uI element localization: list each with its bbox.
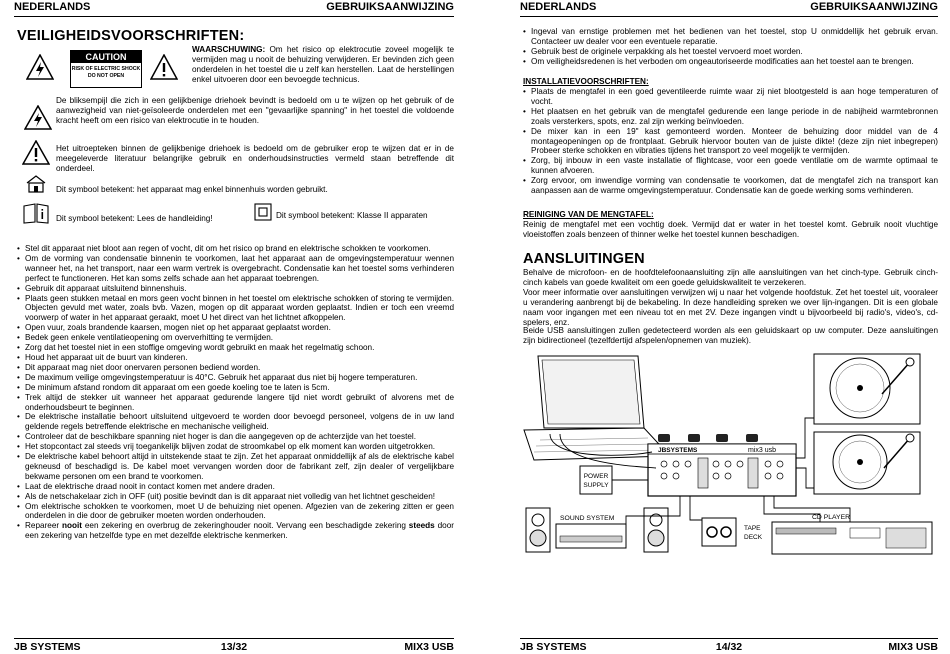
list-item: • Open vuur, zoals brandende kaarsen, mogen niet op het apparaat geplaatst worden. xyxy=(17,323,454,333)
list-item: • Houd het apparaat uit de buurt van kinderen. xyxy=(17,353,454,363)
page-footer xyxy=(520,638,938,653)
header-language: NEDERLANDS xyxy=(520,1,597,13)
list-item: • Ingeval van ernstige problemen met het bedienen van het toestel, stop U onmiddellijk het gebruik ervan. Contacteer uw dealer voor een eventuele reparatie. xyxy=(523,27,938,47)
header-doc-type: GEBRUIKSAANWIJZING xyxy=(326,1,454,13)
microphones xyxy=(658,434,758,442)
cd-player-label: CD PLAYER xyxy=(812,514,851,521)
sound-system xyxy=(526,508,668,552)
read-manual-icon xyxy=(22,202,50,224)
indoor-description: Dit symbool betekent: het apparaat mag enkel binnenhuis worden gebruikt. xyxy=(56,185,328,194)
connections-paragraph-2: Voor meer informatie over aansluitingen verwijzen wij u naar het volgende hoofdstuk. Zet het toestel uit, vooraleer u verandering aanbrengt bij de bekabeling. In deze handleiding spreken we over lijn-ingangen. Dit is een globale naam voor ingangen met een niveau tot en met 2V. Deze ingangen vindt u bijvoorbeeld bij radio's, video's, cd-spelers, enz. xyxy=(523,288,938,327)
tape-deck-label: TAPE xyxy=(744,525,761,532)
connections-paragraph-1: Behalve de microfoon- en de hoofdtelefoonaansluiting zijn alle aansluitingen van het cinch-type. Gebruik cinch-cinch kabels van goede kwaliteit om een goede geluidskwaliteit te verzekeren. xyxy=(523,268,938,287)
list-item: • Plaats geen stukken metaal en mors geen vocht binnen in het toestel om elektrische schokken of storing te vermijden. Objecten gevuld met water, zoals bvb. Vazen, mogen op dit apparaat worden geplaatst. Indien er toch een vreemd voorwerp of water in het apparaat geraakt, moet U het direct van het lichtnet afkoppelen. xyxy=(17,294,454,324)
connection-diagram xyxy=(520,348,938,558)
list-item: • Zorg ervoor, om inwendige vorming van condensatie te voorkomen, dat de mengtafel zich na transport kan aanpassen aan de warme omgevingstemperatuur. Condensatie kan de goede werking soms verhinderen. xyxy=(523,176,938,196)
cleaning-heading: REINIGING VAN DE MENGTAFEL: xyxy=(523,210,654,219)
indoor-use-icon xyxy=(26,175,46,193)
lightning-triangle-icon xyxy=(26,54,54,80)
page-header xyxy=(520,0,938,17)
class-ii-description: Dit symbool betekent: Klasse II apparaten xyxy=(276,211,428,220)
left-page xyxy=(14,0,454,654)
svg-text:DECK: DECK xyxy=(744,534,763,541)
general-bullet-list xyxy=(523,27,938,67)
fuse-text-pre: Repareer xyxy=(25,521,62,531)
footer-model: MIX3 USB xyxy=(404,641,454,653)
fuse-text-always: steeds xyxy=(408,521,435,531)
header-language: NEDERLANDS xyxy=(14,1,91,13)
svg-text:SUPPLY: SUPPLY xyxy=(583,482,609,489)
page-header xyxy=(14,0,454,17)
mixer-brand-label: JBSYSTEMS xyxy=(658,447,698,454)
list-item: • Plaats de mengtafel in een goed geventileerde ruimte waar zij niet blootgesteld is aan hoge temperaturen of vocht. xyxy=(523,87,938,107)
caution-label xyxy=(70,50,142,88)
list-item: • Stel dit apparaat niet bloot aan regen of vocht, dit om het risico op brand en elektrische schokken te voorkomen. xyxy=(17,244,454,254)
right-page xyxy=(520,0,938,654)
warning-paragraph xyxy=(192,45,454,85)
caution-line-1: RISK OF ELECTRIC SHOCK xyxy=(71,66,141,72)
list-item: • Zorg, bij inbouw in een vaste installatie of flightcase, voor een goede ventilatie om de warmte optimaal te kunnen afvoeren. xyxy=(523,156,938,176)
warning-label: WAARSCHUWING: xyxy=(192,45,266,54)
exclamation-triangle-icon xyxy=(150,54,178,80)
page-number: 13/32 xyxy=(220,641,248,653)
connections-title: AANSLUITINGEN xyxy=(523,251,645,267)
page-number: 14/32 xyxy=(715,641,743,653)
footer-brand: JB SYSTEMS xyxy=(14,641,81,653)
list-item: • Als de netschakelaar zich in OFF (uit) positie bevindt dan is dit apparaat niet volledig van het lichtnet gescheiden! xyxy=(17,492,454,502)
fuse-text-mid: een zekering en overbrug de zekeringhouder nooit. Vervang een beschadigde zekering xyxy=(82,521,409,531)
warning-text: Om het risico op elektrocutie zoveel mogelijk te vermijden mag u nooit de behuizing verwijderen. Er bevinden zich geen onderdelen in het toestel die u zelf kan herstellen. Laat de herstellingen enkel uitvoeren door een bevoegde technicus. xyxy=(192,45,454,84)
caution-heading: CAUTION xyxy=(71,51,141,63)
turntable-bottom xyxy=(814,432,920,494)
list-item: • De mixer kan in een 19" kast gemonteerd worden. Monteer de behuizing door middel van de 4 montageopeningen op de frontplaat. Gebruik hiervoor bouten van de juiste dikte! (deze zijn niet inbegrepen) Probeer sterke schokken en vibraties tijdens het transport zo veel mogelijk te vermijden. xyxy=(523,127,938,157)
list-item: • Zorg dat het toestel niet in een stoffige omgeving wordt gebruikt en maak het regelmatig schoon. xyxy=(17,343,454,353)
sound-system-label: SOUND SYSTEM xyxy=(560,515,615,522)
installation-heading: INSTALLATIEVOORSCHRIFTEN: xyxy=(523,77,649,86)
cleaning-text: Reinig de mengtafel met een vochtig doek. Vermijd dat er water in het toestel komt. Gebruik nooit vluchtige vloeistoffen zoals benzeen of thinner welke het toestel kunnen beschadigen. xyxy=(523,220,938,239)
cd-player xyxy=(772,514,932,554)
caution-line-2: DO NOT OPEN xyxy=(87,73,125,79)
list-item: • De maximum veilige omgevingstemperatuur is 40°C. Gebruik het apparaat dus niet bij hogere temperaturen. xyxy=(17,373,454,383)
lightning-description: De bliksempijl die zich in een gelijkbenige driehoek bevindt is bedoeld om u te wijzen op het gebruik of de aanwezigheid van niet-geïsoleerde onderdelen met een "gevaarlijke spanning" in het toestel die voldoende kracht heeft om een risico van elektrocutie in te houden. xyxy=(56,96,454,125)
list-item: • Trek altijd de stekker uit wanneer het apparaat gedurende langere tijd niet wordt gebruikt of alvorens met de onderhoudsbeurt te beginnen. xyxy=(17,393,454,413)
page-footer xyxy=(14,638,454,653)
list-item xyxy=(17,521,454,541)
footer-model: MIX3 USB xyxy=(888,641,938,653)
exclamation-description: Het uitroepteken binnen de gelijkbenige driehoek is bedoeld om de gebruiker erop te wijzen dat er in de meegeleverde literatuur belangrijke gebruik en onderhoudsinstructies vermeld staan betreffende dit onderdeel. xyxy=(56,144,454,173)
list-item: • De minimum afstand rondom dit apparaat om een goede koeling toe te laten is 5cm. xyxy=(17,383,454,393)
mixer-unit xyxy=(648,444,796,496)
list-item: • Gebruik dit apparaat uitsluitend binnenshuis. xyxy=(17,284,454,294)
power-supply-box xyxy=(580,466,612,494)
list-item: • Bedek geen enkele ventilatieopening om oververhitting te vermijden. xyxy=(17,333,454,343)
mixer-model-label: mix3 usb xyxy=(748,447,777,454)
list-item: • De elektrische kabel behoort altijd in uitstekende staat te zijn. Zet het apparaat onmiddellijk af als de elektrische kabel gekneusd of beschadigd is. De kabel moet vervangen worden door de fabrikant zelf, zijn dealer of vergelijkbare bekwame personen om een brand te voorkomen. xyxy=(17,452,454,482)
safety-bullet-list xyxy=(17,244,454,541)
fuse-text-never: nooit xyxy=(61,521,82,531)
installation-bullet-list xyxy=(523,87,938,196)
connections-paragraph-3: Beide USB aansluitingen zullen gedetecteerd worden als een geluidskaart op uw computer. Deze aansluitingen zijn bidirectioneel (tezelfdertijd afspelen/opnemen van muziek). xyxy=(523,326,938,345)
list-item: • Om de vorming van condensatie binnenin te voorkomen, laat het apparaat aan de omgevingstemperatuur wennen wanneer het, na het transport, naar een warm vertrek is overgebracht. Condensatie kan het toestel soms verhinderen perfect te functioneren. Het kan soms zelfs schade aan het apparaat toebrengen. xyxy=(17,254,454,284)
turntable-top xyxy=(814,354,920,424)
list-item: • Om veiligheidsredenen is het verboden om ongeautoriseerde modificaties aan het toestel aan te brengen. xyxy=(523,57,938,67)
exclamation-symbol-icon xyxy=(22,140,50,165)
power-supply-label: POWER xyxy=(583,473,609,480)
list-item: • Om elektrische schokken te voorkomen, moet U de behuizing niet openen. Afgezien van de zekering zitten er geen onderdelen in die door de gebruiker moeten worden onderhouden. xyxy=(17,502,454,522)
list-item: • De elektrische installatie behoort uitsluitend uitgevoerd te worden door bevoegd personeel, volgens de in uw land geldende regels betreffende elektrische en mechanische veiligheid. xyxy=(17,412,454,432)
lightning-symbol-icon xyxy=(24,105,52,130)
list-item: • Gebruik best de originele verpakking als het toestel vervoerd moet worden. xyxy=(523,47,938,57)
list-item: • Dit apparaat mag niet door onervaren personen bediend worden. xyxy=(17,363,454,373)
list-item: • Controleer dat de beschikbare spanning niet hoger is dan die aangegeven op de achterzijde van het toestel. xyxy=(17,432,454,442)
fuse-text-post: door een zekering van hetzelfde type en met dezelfde elektrische kenmerken. xyxy=(25,521,454,541)
manual-description: Dit symbool betekent: Lees de handleiding! xyxy=(56,214,213,223)
footer-brand: JB SYSTEMS xyxy=(520,641,587,653)
header-doc-type: GEBRUIKSAANWIJZING xyxy=(810,1,938,13)
safety-title: VEILIGHEIDSVOORSCHRIFTEN: xyxy=(17,28,245,44)
list-item: • Het stopcontact zal steeds vrij toegankelijk blijven zodat de stroomkabel op elk moment kan worden uitgetrokken. xyxy=(17,442,454,452)
class-ii-icon xyxy=(254,203,272,221)
tape-deck xyxy=(702,518,763,546)
list-item: • Laat de elektrische draad nooit in contact komen met andere draden. xyxy=(17,482,454,492)
list-item: • Het plaatsen en het gebruik van de mengtafel gedurende een lange periode in de nabijheid warmtebronnen zoals versterkers, spots, enz. zal zijn werking beïnvloeden. xyxy=(523,107,938,127)
